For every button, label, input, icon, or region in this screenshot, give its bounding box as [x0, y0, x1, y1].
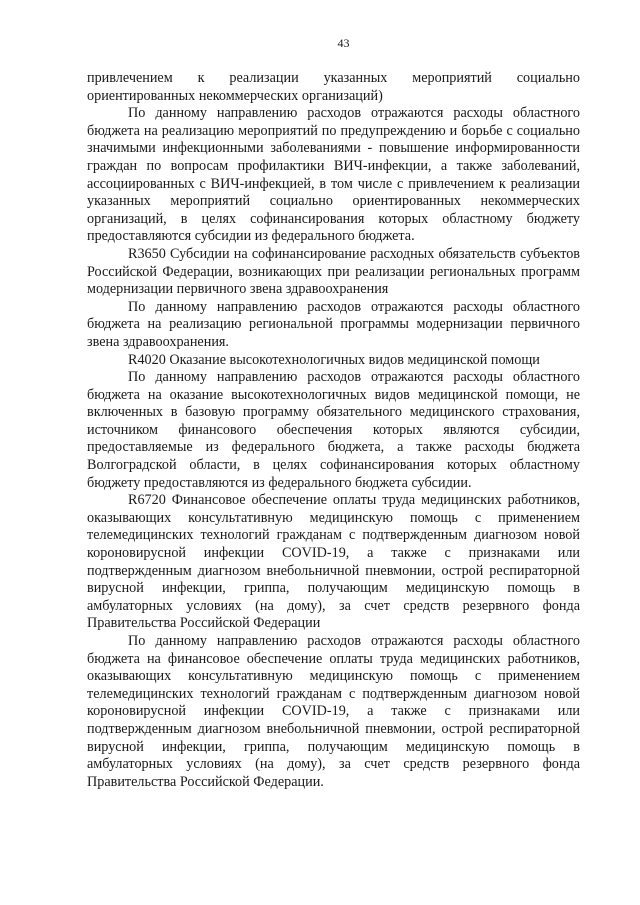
- page-number: 43: [337, 36, 350, 50]
- paragraph-7: R6720 Финансовое обеспечение оплаты труда медицинских работников, оказывающих консультативную медицинскую помощь с применением телемедицинских технологий гражданам с подтвержденным диагнозом новой короновирусной инфекции COVID-19, а также с признаками или подтвержденным диагнозом внебольничной пневмонии, острой респираторной вирусной инфекции, гриппа, получающим медицинскую помощь в амбулаторных условиях (на дому), за счет средств резервного фонда Правительства Российской Федерации: [87, 492, 580, 632]
- paragraph-6: По данному направлению расходов отражаются расходы областного бюджета на оказание высокотехнологичных видов медицинской помощи, не включенных в базовую программу обязательного медицинского страхования, источником финансового обеспечения которых являются субсидии, предоставляемые из федерального бюджета, а также расходы бюджета Волгоградской области, в целях софинансирования которых областному бюджету предоставляются из федерального бюджета субсидии.: [87, 369, 580, 491]
- paragraph-5: R4020 Оказание высокотехнологичных видов медицинской помощи: [128, 351, 540, 368]
- paragraph-2: По данному направлению расходов отражаются расходы областного бюджета на реализацию мероприятий по предупреждению и борьбе с социально значимыми инфекционными заболеваниями - повышение информированности граждан по вопросам профилактики ВИЧ-инфекции, а также заболеваний, ассоциированных с ВИЧ-инфекцией, в том числе с привлечением к реализации указанных мероприятий социально ориентированных некоммерческих организаций, в целях софинансирования которых областному бюджету предоставляются субсидии из федерального бюджета.: [87, 105, 580, 245]
- body-text: [87, 70, 580, 791]
- paragraph-3: R3650 Субсидии на софинансирование расходных обязательств субъектов Российской Федерации, возникающих при реализации региональных программ модернизации первичного звена здравоохранения: [87, 245, 580, 298]
- paragraph-8: По данному направлению расходов отражаются расходы областного бюджета на финансовое обеспечение оплаты труда медицинских работников, оказывающих консультативную медицинскую помощь с применением телемедицинских технологий гражданам с подтвержденным диагнозом новой короновирусной инфекции COVID-19, а также с признаками или подтвержденным диагнозом внебольничной пневмонии, острой респираторной вирусной инфекции, гриппа, получающим медицинскую помощь в амбулаторных условиях (на дому), за счет средств резервного фонда Правительства Российской Федерации.: [87, 633, 580, 790]
- paragraph-1: привлечением к реализации указанных мероприятий социально ориентированных некоммерческих организаций): [87, 70, 580, 104]
- paragraph-4: По данному направлению расходов отражаются расходы областного бюджета на реализацию региональной программы модернизации первичного звена здравоохранения.: [87, 298, 580, 350]
